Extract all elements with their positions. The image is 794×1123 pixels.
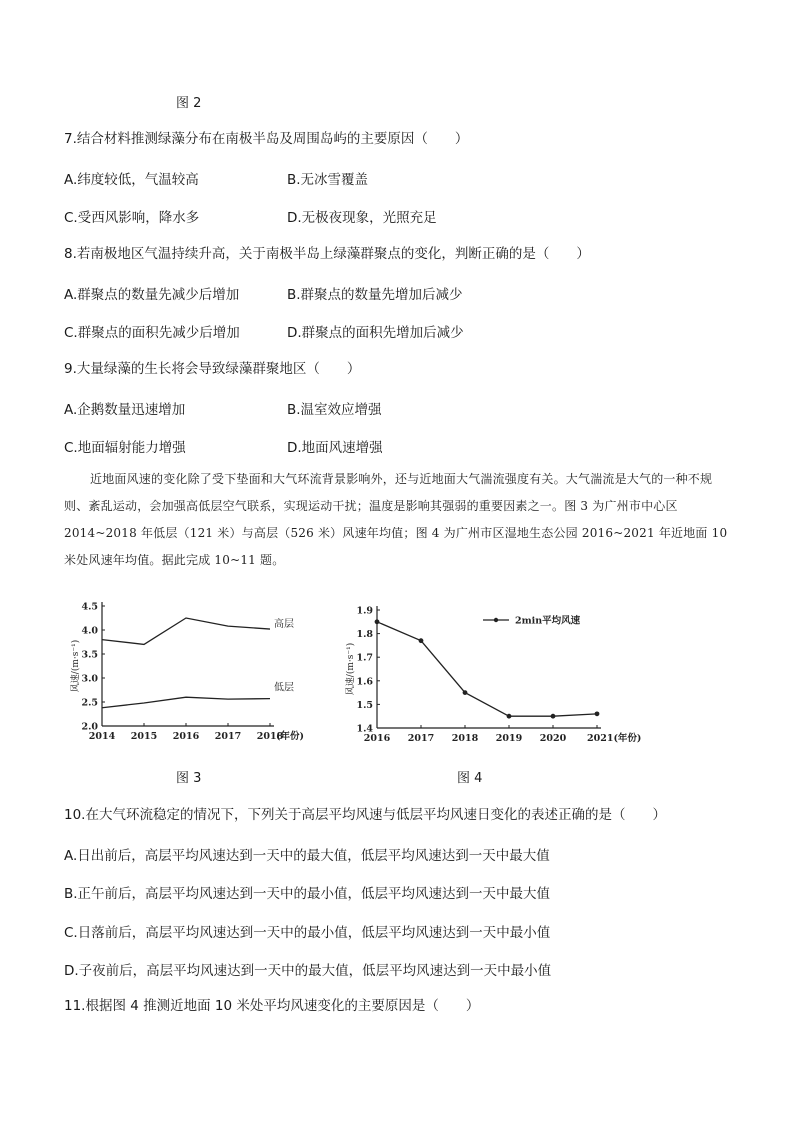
x-tick-label: 2020 xyxy=(539,733,567,744)
y-tick-label: 1.4 xyxy=(356,723,373,735)
data-point xyxy=(507,714,512,719)
figure-4-chart xyxy=(345,598,642,748)
x-tick-label: 2017 xyxy=(407,733,435,744)
y-tick-label: 1.7 xyxy=(356,652,373,664)
question-7-stem: 7.结合材料推测绿藻分布在南极半岛及周围岛屿的主要原因（ ） xyxy=(64,131,469,147)
y-tick-label: 1.8 xyxy=(356,629,373,641)
question-10-stem: 10.在大气环流稳定的情况下，下列关于高层平均风速与低层平均风速日变化的表述正确的是（ ） xyxy=(64,807,666,823)
q8-option-d: D.群聚点的面积先增加后减少 xyxy=(287,325,464,341)
x-tick-label: 2019 xyxy=(495,733,523,744)
data-point xyxy=(595,711,600,716)
x-tick-label: 2021(年份) xyxy=(587,733,642,744)
y-tick-label: 4.0 xyxy=(81,625,98,637)
figure-3-chart xyxy=(60,590,350,750)
q9-option-d: D.地面风速增强 xyxy=(287,440,383,456)
x-tick-label: 2016 xyxy=(172,731,200,742)
question-9-stem: 9.大量绿藻的生长将会导致绿藻群聚地区（ ） xyxy=(64,361,361,377)
y-tick-label: 3.5 xyxy=(81,649,98,661)
x-tick-label: 2015 xyxy=(130,731,158,742)
y-tick-label: 2.5 xyxy=(81,697,98,709)
q10-option-a: A.日出前后，高层平均风速达到一天中的最大值，低层平均风速达到一天中最大值 xyxy=(64,848,550,864)
x-tick-label: 2018 xyxy=(256,731,284,742)
series-label: 低层 xyxy=(274,682,294,694)
y-tick-label: 2.0 xyxy=(81,721,98,733)
x-tick-label: 2016 xyxy=(363,733,391,744)
q8-option-a: A.群聚点的数量先减少后增加 xyxy=(64,287,240,303)
x-tick-label: 2014 xyxy=(88,731,116,742)
legend-label: 2min平均风速 xyxy=(515,615,581,627)
y-tick-label: 1.5 xyxy=(356,699,373,711)
data-point xyxy=(375,619,380,624)
series-label: 高层 xyxy=(274,619,294,631)
series-line xyxy=(102,618,270,644)
q10-option-d: D.子夜前后，高层平均风速达到一天中的最大值，低层平均风速达到一天中最小值 xyxy=(64,963,552,979)
q7-option-b: B.无冰雪覆盖 xyxy=(287,172,369,188)
reading-passage: 近地面风速的变化除了受下垫面和大气环流背景影响外，还与近地面大气湍流强度有关。大气湍流是大气的一种不规则、紊乱运动，会加强高低层空气联系，实现运动干扰；温度是影响其强弱的重要因素之一。图 3 为广州市中心区 2014~2018 年低层（121 米）与高层（526 米）风速年均值；图 4 为广州市区湿地生态公园 2016~2021 年近地面 10 米处风速年均值。据此完成 10~11 题。 xyxy=(64,472,728,567)
question-11-stem: 11.根据图 4 推测近地面 10 米处平均风速变化的主要原因是（ ） xyxy=(64,998,480,1014)
q9-option-b: B.温室效应增强 xyxy=(287,402,382,418)
y-tick-label: 1.9 xyxy=(356,605,373,617)
x-unit-label: (年份) xyxy=(276,731,304,742)
figure-3-caption: 图 3 xyxy=(176,771,202,786)
question-8-stem: 8.若南极地区气温持续升高，关于南极半岛上绿藻群聚点的变化，判断正确的是（ ） xyxy=(64,246,590,262)
q9-option-c: C.地面辐射能力增强 xyxy=(64,440,186,456)
y-axis-label: 风速/(m·s⁻¹) xyxy=(71,639,81,693)
q10-option-c: C.日落前后，高层平均风速达到一天中的最小值，低层平均风速达到一天中最小值 xyxy=(64,925,551,941)
figure-2-caption: 图 2 xyxy=(176,96,202,111)
series-line xyxy=(102,697,270,708)
x-tick-label: 2018 xyxy=(451,733,479,744)
x-tick-label: 2017 xyxy=(214,731,242,742)
q9-option-a: A.企鹅数量迅速增加 xyxy=(64,402,186,418)
figure-4-caption: 图 4 xyxy=(457,771,483,786)
q7-option-d: D.无极夜现象，光照充足 xyxy=(287,210,437,226)
data-point xyxy=(551,714,556,719)
q8-option-c: C.群聚点的面积先减少后增加 xyxy=(64,325,240,341)
y-tick-label: 1.6 xyxy=(356,676,373,688)
data-point xyxy=(463,690,468,695)
y-axis-label: 风速/(m·s⁻¹) xyxy=(346,642,356,696)
y-tick-label: 3.0 xyxy=(81,673,98,685)
q7-option-c: C.受西风影响，降水多 xyxy=(64,210,200,226)
series-line xyxy=(377,622,597,716)
y-tick-label: 4.5 xyxy=(81,601,98,613)
q10-option-b: B.正午前后，高层平均风速达到一天中的最小值，低层平均风速达到一天中最大值 xyxy=(64,886,551,902)
q7-option-a: A.纬度较低，气温较高 xyxy=(64,172,199,188)
legend-marker xyxy=(494,618,498,622)
data-point xyxy=(419,638,424,643)
q8-option-b: B.群聚点的数量先增加后减少 xyxy=(287,287,463,303)
